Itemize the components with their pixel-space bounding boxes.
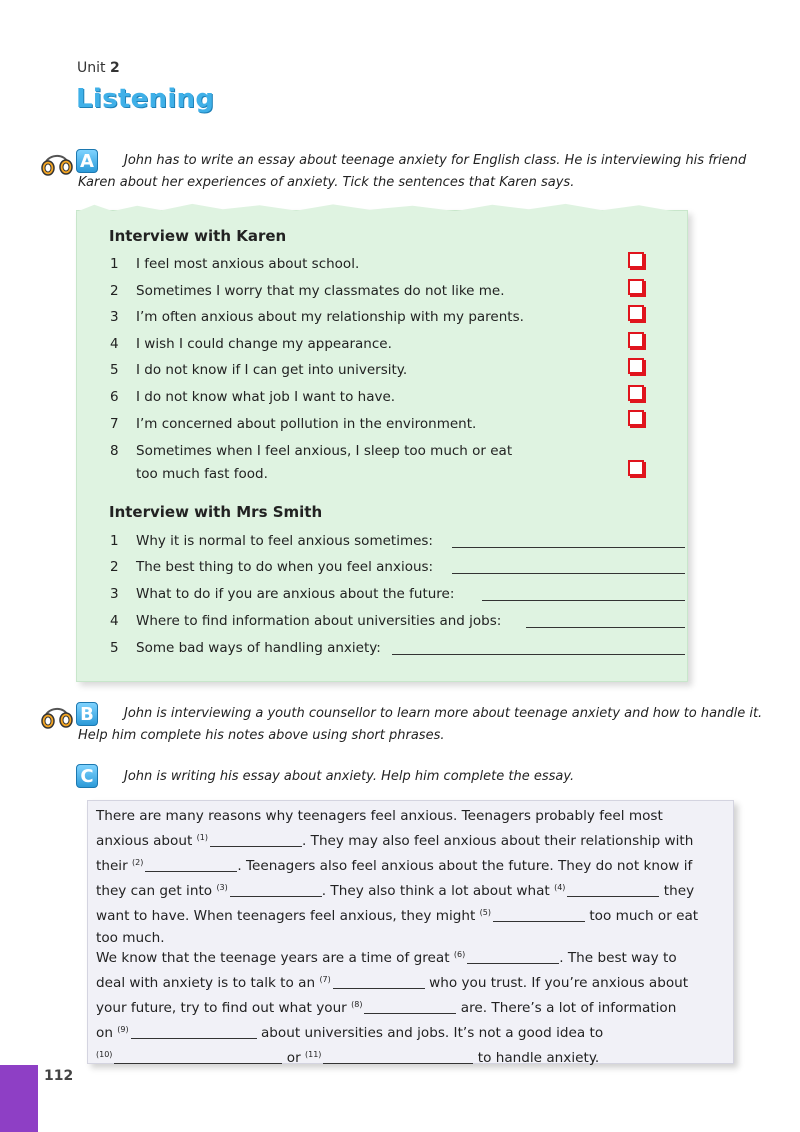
essay-text: too much.: [96, 930, 165, 946]
essay-line: [96, 1019, 726, 1044]
smith-item-text: Why it is normal to feel anxious sometimes:: [136, 533, 433, 549]
gap-number: (1): [196, 833, 208, 842]
essay-text: There are many reasons why teenagers feel anxious. Teenagers probably feel most: [96, 808, 663, 824]
tick-checkbox[interactable]: [628, 460, 644, 476]
gap-number: (2): [132, 858, 144, 867]
gap-blank[interactable]: [323, 1049, 473, 1064]
unit-prefix: Unit: [77, 60, 106, 76]
exercise-c-badge: C: [76, 764, 98, 788]
essay-paragraph-1: [96, 805, 726, 949]
unit-label: [77, 60, 120, 76]
answer-line[interactable]: [392, 640, 685, 655]
gap-blank[interactable]: [230, 882, 322, 897]
essay-text: We know that the teenage years are a time of great: [96, 950, 450, 966]
gap-number: (11): [304, 1050, 322, 1059]
gap-number: (5): [479, 908, 491, 917]
essay-text: are. There’s a lot of information: [460, 1000, 677, 1016]
gap-number: (6): [453, 950, 466, 959]
karen-heading: Interview with Karen: [109, 227, 287, 245]
karen-item-number: 6: [110, 389, 119, 405]
essay-text: anxious about: [96, 833, 193, 849]
essay-line: [96, 1044, 726, 1069]
gap-number: (10): [96, 1050, 113, 1059]
exercise-a-instruction-line2: Karen about her experiences of anxiety. Tick the sentences that Karen says.: [78, 175, 575, 190]
page-color-tab: [0, 1065, 38, 1132]
smith-item-number: 1: [110, 533, 119, 549]
essay-text: on: [96, 1025, 113, 1041]
headphones-icon: [40, 701, 76, 731]
answer-line[interactable]: [452, 559, 685, 574]
karen-item-number: 2: [110, 283, 119, 299]
essay-text: their: [96, 858, 128, 874]
tick-checkbox[interactable]: [628, 279, 644, 295]
karen-item-text: I’m often anxious about my relationship with my parents.: [136, 309, 524, 325]
gap-blank[interactable]: [467, 949, 559, 964]
answer-line[interactable]: [482, 586, 685, 601]
gap-number: (7): [319, 975, 331, 984]
smith-item-text: What to do if you are anxious about the future:: [136, 586, 455, 602]
smith-item-number: 3: [110, 586, 119, 602]
gap-number: (9): [117, 1025, 129, 1034]
essay-line: [96, 852, 726, 877]
essay-text: who you trust. If you’re anxious about: [429, 975, 689, 991]
karen-item-text: I do not know what job I want to have.: [136, 389, 396, 405]
gap-blank[interactable]: [131, 1024, 257, 1039]
essay-text: your future, try to find out what your: [96, 1000, 347, 1016]
gap-number: (3): [216, 883, 228, 892]
essay-text: deal with anxiety is to talk to an: [96, 975, 316, 991]
exercise-c-instruction: John is writing his essay about anxiety. Help him complete the essay.: [124, 769, 575, 784]
tick-checkbox[interactable]: [628, 305, 644, 321]
exercise-b-badge: B: [76, 702, 98, 726]
karen-item-text-continued: too much fast food.: [136, 466, 268, 482]
essay-line: [96, 805, 726, 827]
exercise-a-instruction-line1: John has to write an essay about teenage anxiety for English class. He is interviewing his friend: [124, 153, 747, 168]
exercise-b-instruction-line2: Help him complete his notes above using short phrases.: [78, 728, 445, 743]
gap-blank[interactable]: [567, 882, 659, 897]
gap-blank[interactable]: [493, 907, 585, 922]
section-title: Listening: [76, 84, 215, 114]
essay-text: . The best way to: [559, 950, 677, 966]
gap-blank[interactable]: [333, 974, 425, 989]
smith-item-text: Some bad ways of handling anxiety:: [136, 640, 381, 656]
smith-heading: Interview with Mrs Smith: [109, 503, 323, 521]
essay-paragraph-2: [96, 944, 726, 1069]
tick-checkbox[interactable]: [628, 385, 644, 401]
smith-item-number: 2: [110, 559, 119, 575]
gap-number: (4): [554, 883, 566, 892]
essay-line: [96, 944, 726, 969]
essay-text: . They also think a lot about what: [321, 883, 550, 899]
essay-line: [96, 877, 726, 902]
karen-item-text: I do not know if I can get into university.: [136, 362, 408, 378]
karen-item-number: 3: [110, 309, 119, 325]
karen-item-text: I’m concerned about pollution in the environment.: [136, 416, 477, 432]
essay-line: [96, 969, 726, 994]
essay-text: . They may also feel anxious about their relationship with: [302, 833, 694, 849]
karen-item-number: 5: [110, 362, 119, 378]
gap-blank[interactable]: [210, 832, 302, 847]
karen-item-text: Sometimes I worry that my classmates do not like me.: [136, 283, 505, 299]
answer-line[interactable]: [526, 613, 685, 628]
essay-text: to handle anxiety.: [477, 1050, 600, 1066]
smith-item-text: The best thing to do when you feel anxious:: [136, 559, 434, 575]
karen-item-number: 8: [110, 443, 119, 459]
unit-number: 2: [109, 60, 120, 76]
page-number: 112: [44, 1068, 74, 1084]
tick-checkbox[interactable]: [628, 410, 644, 426]
exercise-a-badge: A: [76, 149, 98, 173]
exercise-b-instruction-line1: John is interviewing a youth counsellor to learn more about teenage anxiety and how to handle it.: [124, 706, 763, 721]
headphones-icon: [40, 148, 76, 178]
essay-text: want to have. When teenagers feel anxious, they might: [96, 908, 476, 924]
smith-item-number: 5: [110, 640, 119, 656]
karen-item-text: I wish I could change my appearance.: [136, 336, 392, 352]
karen-item-number: 1: [110, 256, 119, 272]
essay-text: they can get into: [96, 883, 213, 899]
essay-text: they: [663, 883, 695, 899]
gap-blank[interactable]: [114, 1049, 282, 1064]
essay-text: . Teenagers also feel anxious about the future. They do not know if: [237, 858, 693, 874]
tick-checkbox[interactable]: [628, 332, 644, 348]
essay-text: about universities and jobs. It’s not a good idea to: [260, 1025, 604, 1041]
karen-item-number: 4: [110, 336, 119, 352]
essay-line: [96, 827, 726, 852]
smith-item-number: 4: [110, 613, 119, 629]
essay-text: too much or eat: [589, 908, 699, 924]
essay-line: [96, 902, 726, 927]
karen-item-number: 7: [110, 416, 119, 432]
gap-blank[interactable]: [145, 857, 237, 872]
essay-line: [96, 994, 726, 1019]
karen-item-text: Sometimes when I feel anxious, I sleep too much or eat: [136, 443, 513, 459]
tick-checkbox[interactable]: [628, 358, 644, 374]
gap-number: (8): [351, 1000, 363, 1009]
smith-item-text: Where to find information about universities and jobs:: [136, 613, 502, 629]
gap-blank[interactable]: [364, 999, 456, 1014]
answer-line[interactable]: [452, 533, 685, 548]
tick-checkbox[interactable]: [628, 252, 644, 268]
essay-text: or: [286, 1050, 301, 1066]
karen-item-text: I feel most anxious about school.: [136, 256, 360, 272]
